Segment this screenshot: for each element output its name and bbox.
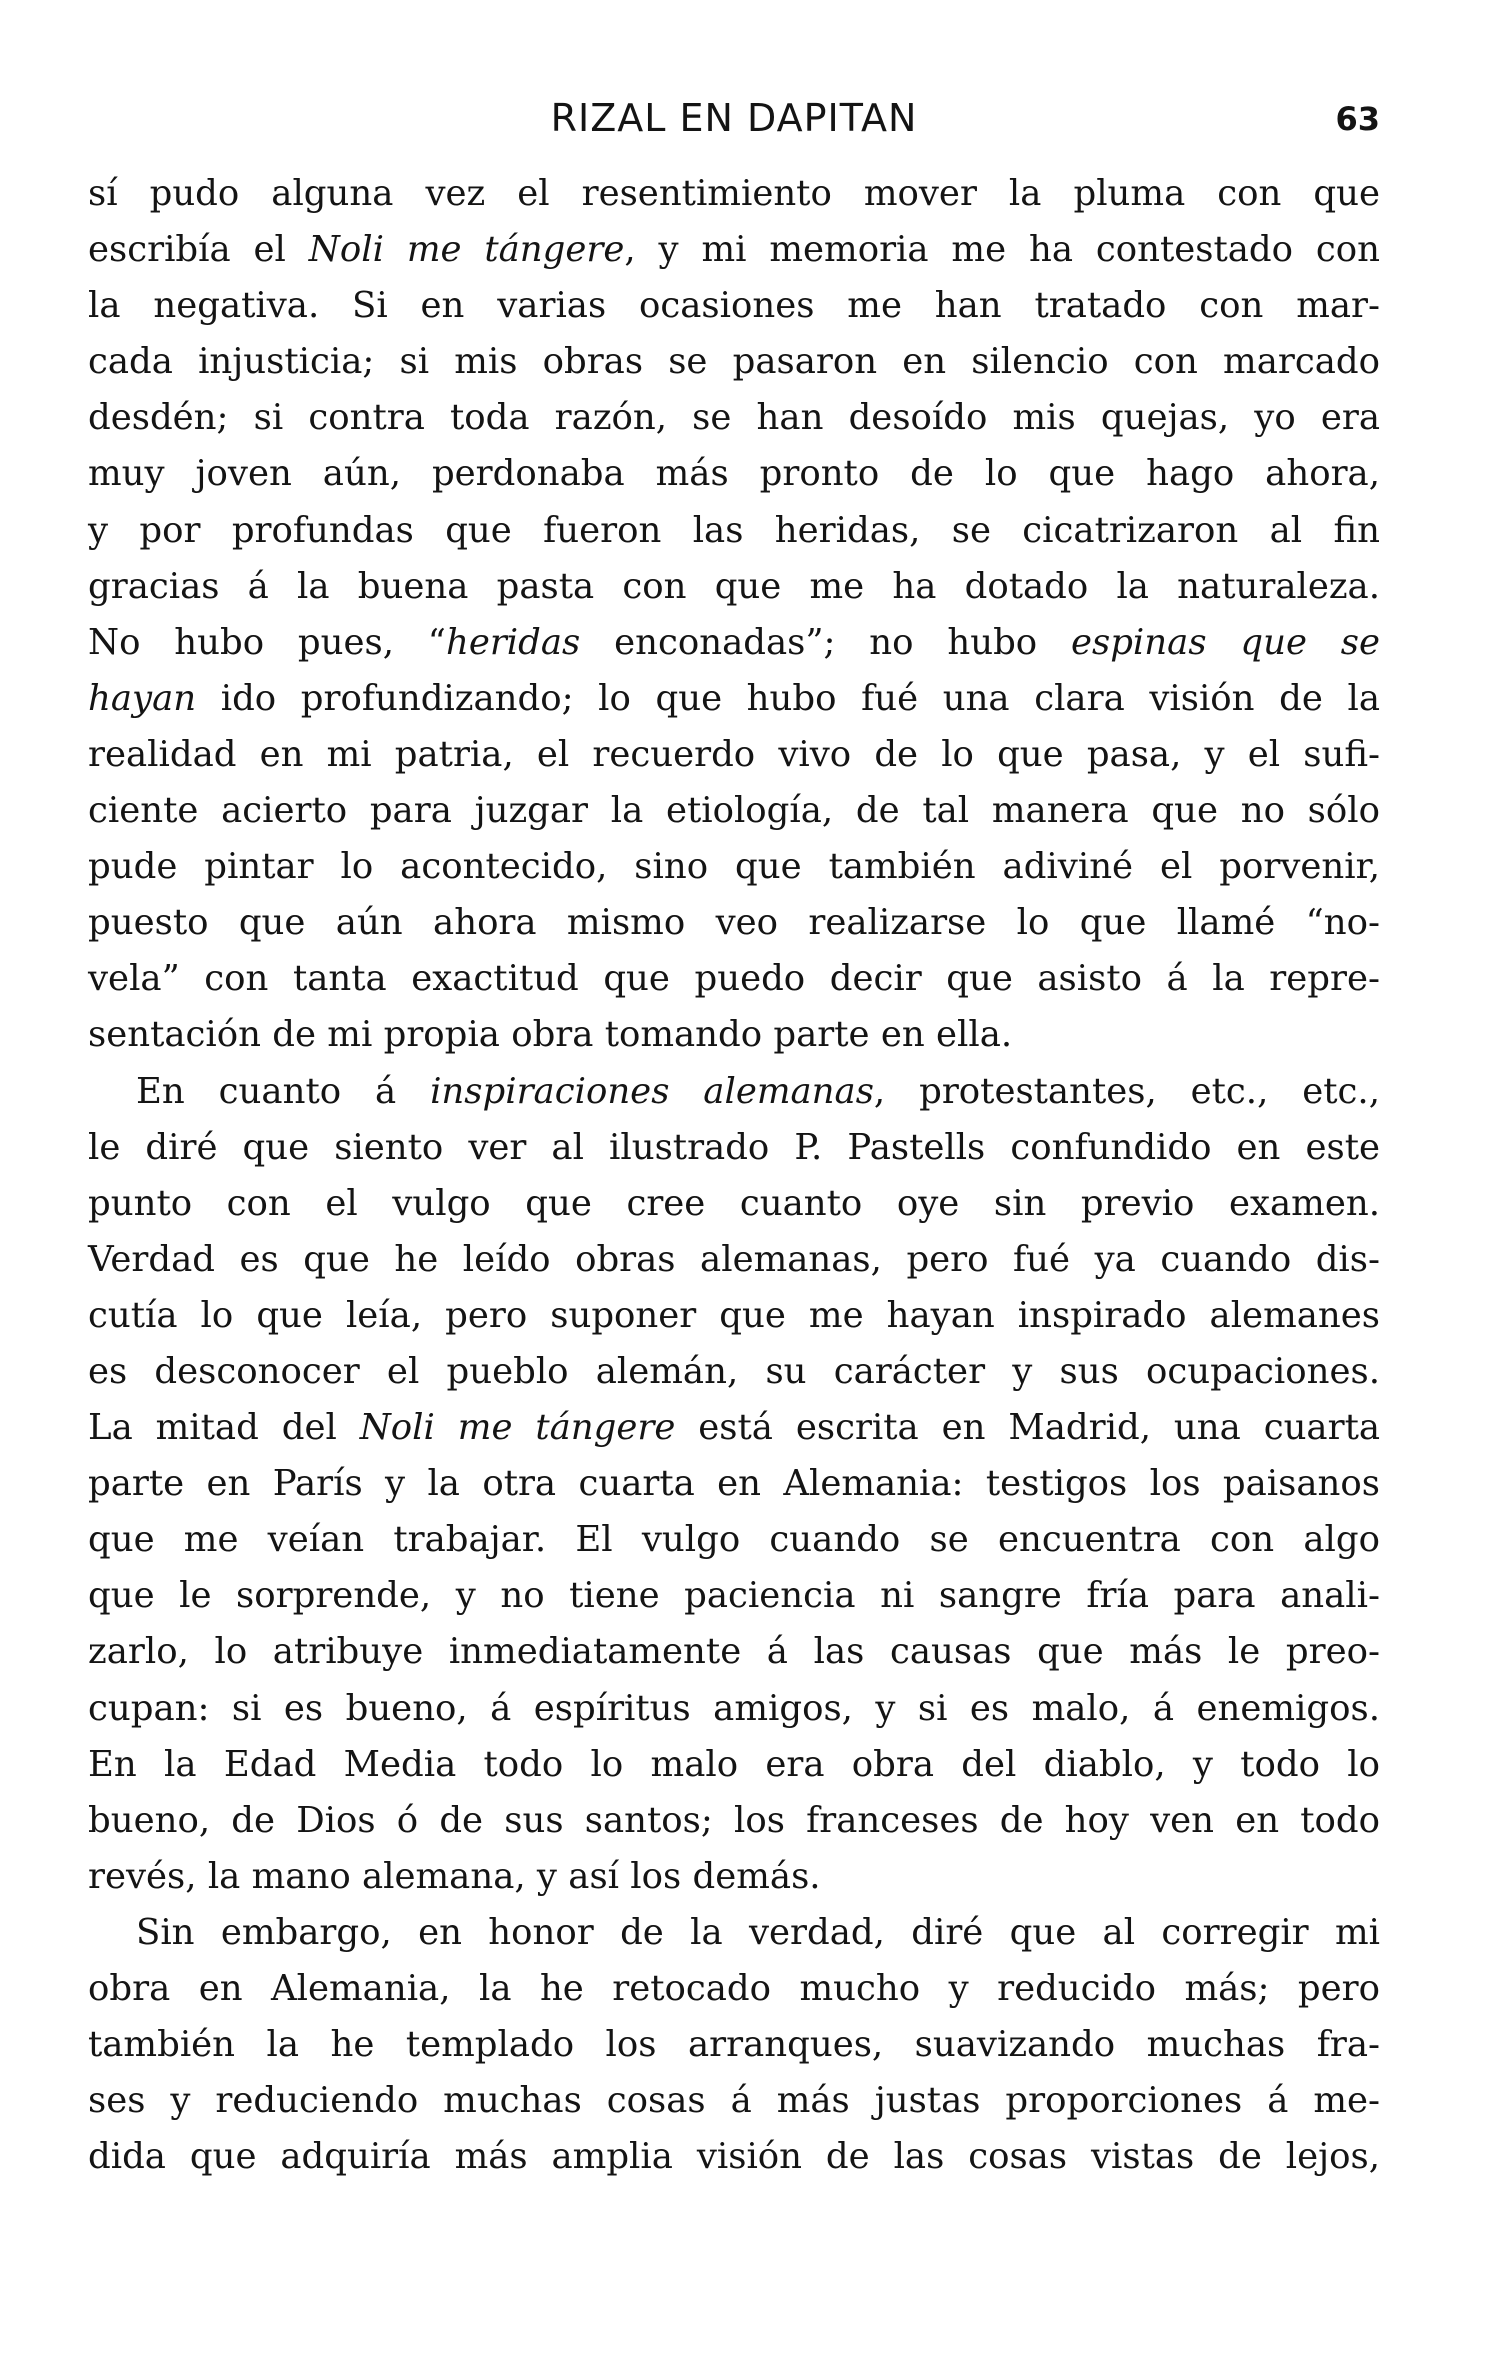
text-line: Sin embargo, en honor de la verdad, diré que al corregir mi — [136, 1911, 1380, 1953]
text-line: parte en París y la otra cuarta en Alemania: testigos los paisanos — [88, 1463, 1380, 1505]
text-line: vela” con tanta exactitud que puedo decir que asisto á la repre- — [88, 958, 1380, 1000]
text-line: gracias á la buena pasta con que me ha dotado la naturaleza. — [88, 565, 1380, 607]
text-line: muy joven aún, perdonaba más pronto de lo que hago ahora, — [88, 453, 1380, 495]
text-line: es desconocer el pueblo alemán, su carácter y sus ocupaciones. — [88, 1350, 1380, 1392]
text-line: La mitad del Noli me tángere está escrita en Madrid, una cuarta — [88, 1407, 1380, 1449]
text-line: sí pudo alguna vez el resentimiento mover la pluma con que — [88, 173, 1380, 214]
text-line: bueno, de Dios ó de sus santos; los franceses de hoy ven en todo — [88, 1799, 1380, 1841]
text-line: que le sorprende, y no tiene paciencia ni sangre fría para anali- — [88, 1575, 1380, 1617]
text-line: obra en Alemania, la he retocado mucho y reducido más; pero — [88, 1968, 1380, 2009]
text-line: la negativa. Si en varias ocasiones me han tratado con mar- — [88, 285, 1380, 327]
text-line: En cuanto á inspiraciones alemanas, protestantes, etc., etc., — [136, 1070, 1380, 1112]
text-line: sentación de mi propia obra tomando parte en ella. — [88, 1014, 1013, 1056]
page-number: 63 — [1335, 100, 1380, 138]
text-line: hayan ido profundizando; lo que hubo fué una clara visión de la — [88, 677, 1380, 719]
text-line: y por profundas que fueron las heridas, se cicatrizaron al fin — [88, 509, 1380, 551]
text-line: No hubo pues, “heridas enconadas”; no hubo espinas que se — [88, 621, 1380, 663]
text-line: también la he templado los arranques, suavizando muchas fra- — [88, 2024, 1380, 2066]
text-line: realidad en mi patria, el recuerdo vivo de lo que pasa, y el sufi- — [88, 733, 1380, 775]
text-line: revés, la mano alemana, y así los demás. — [88, 1855, 821, 1897]
text-line: Verdad es que he leído obras alemanas, pero fué ya cuando dis- — [88, 1238, 1380, 1280]
text-line: pude pintar lo acontecido, sino que también adiviné el porvenir, — [88, 846, 1380, 888]
text-line: cupan: si es bueno, á espíritus amigos, y si es malo, á enemigos. — [88, 1687, 1380, 1729]
text-line: escribía el Noli me tángere, y mi memoria me ha contestado con — [88, 229, 1381, 271]
text-line: zarlo, lo atribuye inmediatamente á las causas que más le preo- — [88, 1631, 1380, 1673]
text-line: punto con el vulgo que cree cuanto oye sin previo examen. — [88, 1182, 1380, 1224]
text-line: En la Edad Media todo lo malo era obra del diablo, y todo lo — [88, 1743, 1380, 1785]
text-line: ciente acierto para juzgar la etiología, de tal manera que no sólo — [88, 790, 1380, 832]
body-text — [88, 166, 1380, 2185]
text-line: desdén; si contra toda razón, se han desoído mis quejas, yo era — [88, 397, 1380, 439]
text-line: puesto que aún ahora mismo veo realizarse lo que llamé “no- — [88, 902, 1380, 944]
text-line: que me veían trabajar. El vulgo cuando se encuentra con algo — [88, 1519, 1380, 1561]
running-header — [88, 96, 1380, 166]
book-page — [88, 96, 1380, 2185]
text-line: cada injusticia; si mis obras se pasaron en silencio con marcado — [88, 341, 1380, 383]
text-line: ses y reduciendo muchas cosas á más justas proporciones á me- — [88, 2080, 1380, 2122]
running-title: RIZAL EN DAPITAN — [550, 96, 918, 140]
text-line: le diré que siento ver al ilustrado P. Pastells confundido en este — [88, 1126, 1380, 1168]
text-line: dida que adquiría más amplia visión de las cosas vistas de lejos, — [88, 2136, 1380, 2178]
text-line: cutía lo que leía, pero suponer que me hayan inspirado alemanes — [88, 1294, 1380, 1336]
